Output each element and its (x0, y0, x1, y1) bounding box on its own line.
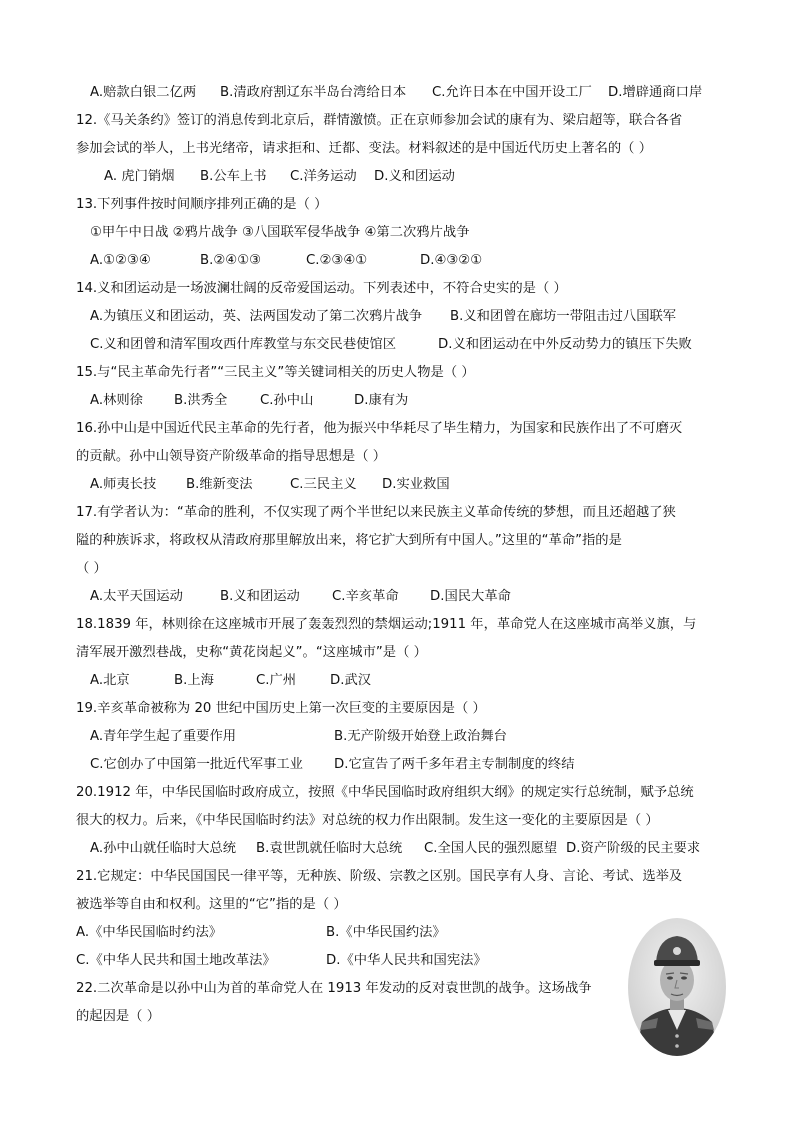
q19-stem: 19.辛亥革命被称为 20 世纪中国历史上第一次巨变的主要原因是（ ） (76, 701, 486, 716)
q22-stem-line1: 22.二次革命是以孙中山为首的革命党人在 1913 年发动的反对袁世凯的战争。这场战争 (76, 981, 592, 996)
q20-option-b[interactable]: B.袁世凯就任临时大总统 (256, 841, 403, 856)
q13-option-d[interactable]: D.④③②① (420, 253, 483, 268)
q18-option-b[interactable]: B.上海 (174, 673, 214, 688)
q21-option-d[interactable]: D.《中华人民共和国宪法》 (326, 953, 487, 968)
q19-option-d[interactable]: D.它宣告了两千多年君主专制制度的终结 (334, 757, 575, 772)
q15-option-c[interactable]: C.孙中山 (260, 393, 314, 408)
q18-option-a[interactable]: A.北京 (90, 673, 130, 688)
q18-option-c[interactable]: C.广州 (256, 673, 297, 688)
q15-option-a[interactable]: A.林则徐 (90, 393, 143, 408)
q14-option-c[interactable]: C.义和团曾和清军围攻西什库教堂与东交民巷使馆区 (90, 337, 397, 352)
q18-stem-line2: 清军展开激烈巷战，史称“黄花岗起义”。“这座城市”是（ ） (76, 645, 427, 660)
q11-option-b[interactable]: B.清政府割辽东半岛台湾给日本 (220, 85, 407, 100)
q16-option-a[interactable]: A.师夷长技 (90, 477, 157, 492)
q21-stem-line2: 被选举等自由和权利。这里的“它”指的是（ ） (76, 897, 347, 912)
q20-option-d[interactable]: D.资产阶级的民主要求 (566, 841, 701, 856)
q13-events: ①甲午中日战 ②鸦片战争 ③八国联军侵华战争 ④第二次鸦片战争 (90, 225, 470, 240)
q14-option-b[interactable]: B.义和团曾在廊坊一带阻击过八国联军 (450, 309, 677, 324)
q17-stem-line3: （ ） (76, 561, 107, 576)
q14-option-d[interactable]: D.义和团运动在中外反动势力的镇压下失败 (438, 337, 692, 352)
q17-stem-line1: 17.有学者认为：“革命的胜利，不仅实现了两个半世纪以来民族主义革命传统的梦想，而且还超越了狭 (76, 505, 676, 520)
q11-option-d[interactable]: D.增辟通商口岸 (608, 85, 703, 100)
q16-option-c[interactable]: C.三民主义 (290, 477, 357, 492)
q17-option-a[interactable]: A.太平天国运动 (90, 589, 183, 604)
q16-option-b[interactable]: B.维新变法 (186, 477, 253, 492)
q20-option-c[interactable]: C.全国人民的强烈愿望 (424, 841, 558, 856)
q22-stem-line2: 的起因是（ ） (76, 1009, 161, 1024)
q12-option-d[interactable]: D.义和团运动 (374, 169, 455, 184)
q17-stem-line2: 隘的种族诉求，将政权从清政府那里解放出来，将它扩大到所有中国人。”这里的“革命”指的是 (76, 533, 622, 548)
q17-option-d[interactable]: D.国民大革命 (430, 589, 511, 604)
q18-stem-line1: 18.1839 年，林则徐在这座城市开展了轰轰烈烈的禁烟运动;1911 年，革命党人在这座城市高举义旗，与 (76, 617, 697, 632)
q13-option-b[interactable]: B.②④①③ (200, 253, 262, 268)
q13-option-a[interactable]: A.①②③④ (90, 253, 151, 268)
q12-stem-line1: 12.《马关条约》签订的消息传到北京后，群情激愤。正在京师参加会试的康有为、梁启超等，联合各省 (76, 113, 683, 128)
q20-stem-line1: 20.1912 年，中华民国临时政府成立，按照《中华民国临时政府组织大纲》的规定实行总统制，赋予总统 (76, 785, 694, 800)
q15-option-d[interactable]: D.康有为 (354, 393, 409, 408)
q12-option-b[interactable]: B.公车上书 (200, 169, 267, 184)
q19-option-c[interactable]: C.它创办了中国第一批近代军事工业 (90, 757, 303, 772)
q11-option-a[interactable]: A.赔款白银二亿两 (90, 85, 197, 100)
q20-stem-line2: 很大的权力。后来，《中华民国临时约法》对总统的权力作出限制。发生这一变化的主要原因是（ ） (76, 813, 659, 828)
q13-option-c[interactable]: C.②③④① (306, 253, 368, 268)
q21-option-b[interactable]: B.《中华民国约法》 (326, 925, 446, 940)
q16-stem-line2: 的贡献。孙中山领导资产阶级革命的指导思想是（ ） (76, 449, 387, 464)
q13-stem: 13.下列事件按时间顺序排列正确的是（ ） (76, 197, 328, 212)
portrait-image (628, 918, 726, 1056)
q16-option-d[interactable]: D.实业救国 (382, 477, 450, 492)
q14-option-a[interactable]: A.为镇压义和团运动，英、法两国发动了第二次鸦片战争 (90, 309, 423, 324)
q14-stem: 14.义和团运动是一场波澜壮阔的反帝爱国运动。下列表述中，不符合史实的是（ ） (76, 281, 567, 296)
q21-option-c[interactable]: C.《中华人民共和国土地改革法》 (76, 953, 276, 968)
q16-stem-line1: 16.孙中山是中国近代民主革命的先行者，他为振兴中华耗尽了毕生精力，为国家和民族作出了不可磨灭 (76, 421, 683, 436)
q21-stem-line1: 21.它规定：中华民国国民一律平等，无种族、阶级、宗教之区别。国民享有人身、言论、考试、选举及 (76, 869, 683, 884)
q11-option-c[interactable]: C.允许日本在中国开设工厂 (432, 85, 592, 100)
q12-option-a[interactable]: A. 虎门销烟 (104, 169, 175, 184)
q19-option-a[interactable]: A.青年学生起了重要作用 (90, 729, 237, 744)
q21-option-a[interactable]: A.《中华民国临时约法》 (76, 925, 223, 940)
q17-option-b[interactable]: B.义和团运动 (220, 589, 300, 604)
q17-option-c[interactable]: C.辛亥革命 (332, 589, 399, 604)
q12-option-c[interactable]: C.洋务运动 (290, 169, 357, 184)
q19-option-b[interactable]: B.无产阶级开始登上政治舞台 (334, 729, 507, 744)
q15-option-b[interactable]: B.洪秀全 (174, 393, 228, 408)
q12-stem-line2: 参加会试的举人，上书光绪帝，请求拒和、迁都、变法。材料叙述的是中国近代历史上著名的（ ） (76, 141, 652, 156)
q15-stem: 15.与“民主革命先行者”“三民主义”等关键词相关的历史人物是（ ） (76, 365, 475, 380)
q18-option-d[interactable]: D.武汉 (330, 673, 372, 688)
portrait-photo (628, 918, 726, 1056)
q20-option-a[interactable]: A.孙中山就任临时大总统 (90, 841, 237, 856)
